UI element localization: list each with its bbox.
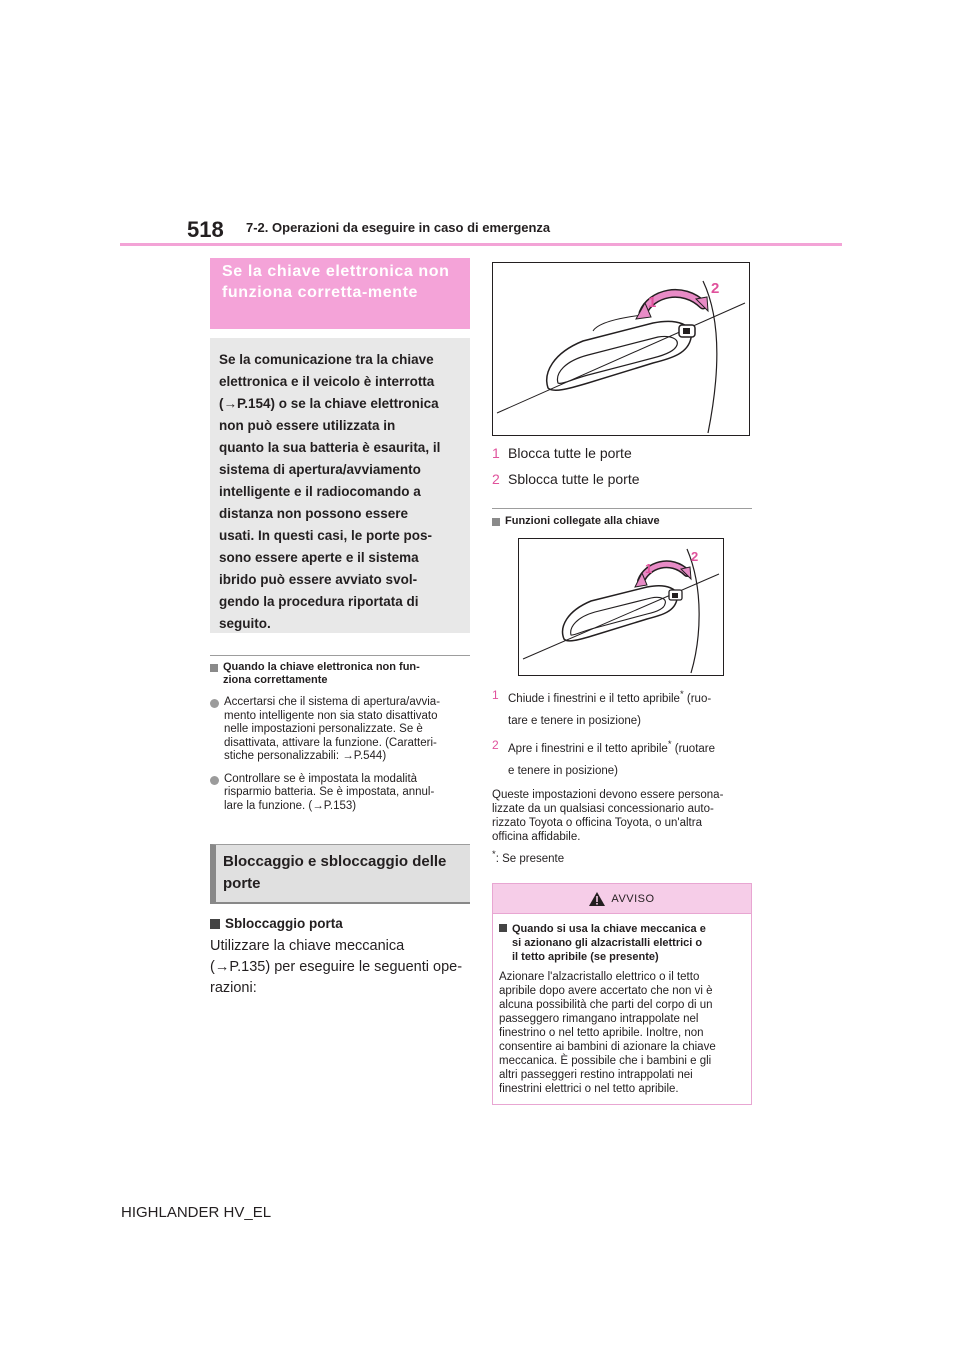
left-column: [210, 258, 470, 999]
door-handle-figure-2: [518, 538, 724, 676]
chapter-title: 7-2. Operazioni da eseguire in caso di emergenza: [246, 220, 551, 235]
header-divider: [120, 243, 842, 246]
warning-header: [493, 884, 751, 914]
step-number: 2: [492, 737, 499, 752]
square-bullet-icon: [210, 919, 220, 929]
sub-heading-rule: [210, 902, 470, 904]
footer-model: HIGHLANDER HV_EL: [121, 1204, 272, 1221]
sub-heading: Bloccaggio e sbloccaggio delle porte: [210, 844, 470, 902]
square-bullet-icon: [492, 518, 500, 526]
unlock-title: [210, 916, 470, 931]
warning-triangle-icon: [589, 892, 605, 906]
warning-title-text: Quando si usa la chiave meccanica e si azionano gli alzacristalli elettrici o il tetto apribile (se presente): [512, 923, 706, 964]
step-text: Sblocca tutte le porte: [508, 471, 640, 487]
right-column: [492, 262, 752, 1105]
figure-label-1: 1: [648, 294, 657, 311]
step-text-cont: tare e tenere in posizione): [508, 714, 641, 727]
list-item: [492, 466, 752, 492]
footnote-text: : Se presente: [495, 852, 565, 865]
section-heading: Se la chiave elettronica non funziona corretta-mente: [210, 258, 470, 329]
note-title-text: Quando la chiave elettronica non fun- ziona correttamente: [223, 661, 420, 686]
step-list: [492, 440, 752, 492]
note-title: [210, 661, 470, 687]
step-text-cont: e tenere in posizione): [508, 764, 618, 777]
step-number: 2: [492, 471, 500, 487]
door-handle-illustration-small: [519, 539, 723, 675]
linked-title-text: Funzioni collegate alla chiave: [505, 515, 660, 527]
figure-label-2: 2: [691, 549, 699, 564]
step-text-tail: (ruo-: [683, 692, 712, 705]
list-item: [492, 684, 752, 732]
asterisk: *: [679, 689, 684, 700]
warning-label: AVVISO: [611, 892, 655, 905]
intro-text: Se la comunicazione tra la chiave elettronica e il veicolo è interrotta (→P.154) o se la chiave elettronica non può essere utilizzata in quanto la sua batteria è esaurita, il sistema di apertura/avviamento intelligente e il radiocomando a distanza non possono essere usati. In questi casi, le porte pos- sono essere aperte e il sistema ibrido può essere avviato svol- gendo la procedura riportata di seguito.: [219, 352, 441, 631]
linked-title: [492, 515, 752, 528]
step-number: 1: [492, 688, 499, 702]
asterisk: *: [667, 738, 672, 750]
warning-text: Azionare l'alzacristallo elettrico o il tetto apribile dopo avere accertato che non vi è alcuna possibilità che parti del corpo di un passeggero rimangano intrappolate nel finestrino o nel tetto apribile. Inoltre, non consentire ai bambini di azionare la chiave meccanica. È possibile che i bambini e gli altri passeggeri restino intrappolati nei finestrini elettrici o nel tetto apribile.: [499, 971, 716, 1096]
list-item: [210, 696, 470, 764]
figure-label-2: 2: [711, 280, 720, 297]
step-number: 1: [492, 445, 500, 461]
list-item-text: Controllare se è impostata la modalità risparmio batteria. Se è impostata, annul- lare la funzione. (→P.153): [224, 772, 435, 812]
list-item: [492, 734, 752, 782]
note-text: Queste impostazioni devono essere persona- lizzate da un qualsiasi concessionario auto- rizzato Toyota o officina Toyota, o un'altra officina affidabile.: [492, 788, 724, 843]
list-item-text: Accertarsi che il sistema di apertura/avvia- mento intelligente non sia stato disattivato nelle impostazioni personalizzate. Se è disattivata, attivare la funzione. (Caratteri- stiche personalizzabili: →P.544): [224, 696, 441, 762]
step-text: Apre i finestrini e il tetto apribile: [508, 742, 668, 755]
door-handle-figure-1: [492, 262, 750, 436]
intro-box: [210, 338, 470, 633]
square-bullet-icon: [210, 664, 218, 672]
warning-box: [492, 883, 752, 1105]
divider: [492, 508, 752, 509]
footnote: [492, 849, 752, 865]
step-text: Chiude i finestrini e il tetto apribile: [508, 692, 680, 705]
divider: [210, 655, 470, 656]
door-handle-illustration: [493, 263, 749, 435]
unlock-title-text: Sbloccaggio porta: [225, 916, 343, 931]
linked-step-list: [492, 684, 752, 782]
asterisk: *: [492, 848, 496, 860]
list-item: [492, 440, 752, 466]
circle-bullet-icon: [210, 699, 219, 708]
step-text-tail: (ruotare: [671, 742, 716, 755]
warning-title: [499, 922, 745, 964]
list-item: [210, 773, 470, 814]
figure-label-1: 1: [645, 561, 653, 576]
square-bullet-icon: [499, 924, 507, 932]
step-text: Blocca tutte le porte: [508, 445, 632, 461]
warning-body: [493, 914, 751, 1104]
unlock-text: Utilizzare la chiave meccanica (→P.135) per eseguire le seguenti ope- razioni:: [210, 938, 463, 996]
page-number: 518: [187, 217, 224, 242]
circle-bullet-icon: [210, 776, 219, 785]
